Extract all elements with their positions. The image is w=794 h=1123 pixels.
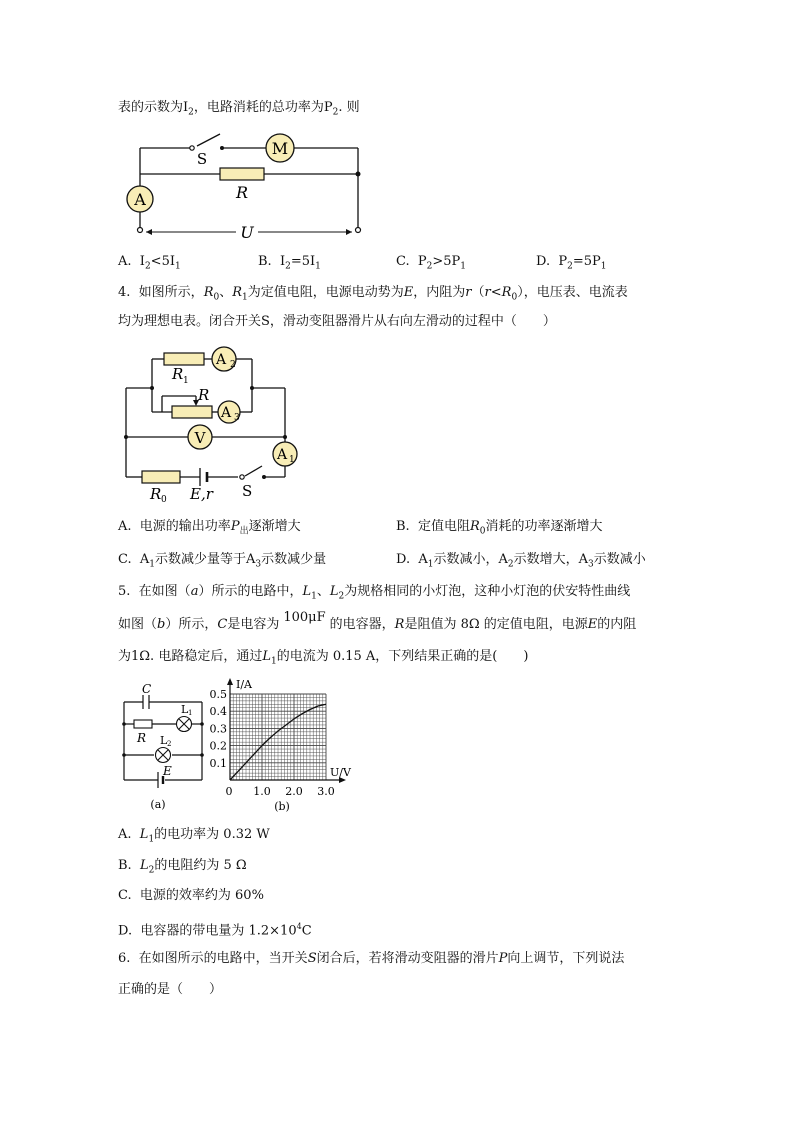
q4-option-d: D. $A_1$示数减小，$A_2$示数增大，$A_3$示数减小 — [396, 552, 646, 570]
q6-stem-line2: 正确的是（ ） — [118, 982, 223, 997]
q4-option-c: C. $A_1$示数减少量等于$A_3$示数减少量 — [118, 552, 327, 570]
iv-curve-chart — [208, 674, 368, 814]
svg-text:M: M — [271, 139, 289, 158]
svg-text:R: R — [235, 183, 249, 202]
q6-stem-line1: 6. 在如图所示的电路中，当开关S闭合后，若将滑动变阻器的滑片P向上调节，下列说法 — [118, 951, 625, 966]
q5-stem-line1: 5. 在如图（a）所示的电路中，$L_1$、$L_2$为规格相同的小灯泡，这种小灯泡的伏安特性曲线 — [118, 584, 631, 602]
q5-option-b: B. $L_2$的电阻约为 5 Ω — [118, 858, 247, 876]
svg-text:A: A — [134, 190, 146, 209]
q5-option-d: D. 电容器的带电量为 $1.2\times 10^4C$ — [118, 922, 312, 939]
q3-option-c: C. $P_2>5P_1$ — [396, 254, 467, 272]
y-axis-arrow — [227, 678, 233, 685]
svg-text:U: U — [240, 223, 254, 240]
y-tick-label: 0.4 — [209, 705, 227, 719]
x-tick-label: 2.0 — [285, 785, 303, 798]
y-tick-label: 0.1 — [209, 756, 227, 770]
svg-text:A: A — [276, 447, 288, 463]
svg-text:R: R — [198, 386, 210, 404]
y-tick-label: 0.5 — [209, 688, 227, 701]
svg-text:E,r: E,r — [190, 485, 213, 503]
svg-text:0: 0 — [161, 495, 167, 505]
q4-stem-line2: 均为理想电表。闭合开关S，滑动变阻器滑片从右向左滑动的过程中（ ） — [118, 314, 556, 329]
svg-text:(a): (a) — [150, 798, 166, 811]
q5-circuit-diagram-a — [118, 682, 210, 812]
x-tick-label: 1.0 — [253, 785, 271, 798]
svg-text:L: L — [160, 734, 168, 747]
svg-text:R: R — [150, 485, 162, 503]
origin-label: 0 — [225, 785, 233, 798]
q3-option-a: A. $I_2<5I_1$ — [118, 254, 181, 272]
q3-option-d: D. $P_2=5P_1$ — [536, 254, 607, 272]
svg-text:V: V — [194, 429, 206, 447]
svg-text:2: 2 — [230, 360, 236, 370]
chart-caption: (b) — [274, 800, 290, 813]
svg-text:1: 1 — [289, 455, 295, 465]
svg-text:3: 3 — [234, 413, 240, 423]
svg-text:E: E — [163, 764, 172, 778]
q4-circuit-diagram — [118, 340, 318, 505]
q4-stem-line1: 4. 如图所示，$R_0$、$R_1$为定值电阻，电源电动势为E，内阻为$r(r<R_0)$，电压表、电流表 — [118, 285, 628, 303]
svg-text:1: 1 — [183, 376, 189, 386]
q5-stem-line2: 如图（b）所示，C是电容为 100μF 的电容器，R是阻值为 8Ω 的定值电阻，电源E的内阻 — [118, 610, 637, 632]
svg-text:A: A — [215, 352, 227, 368]
intro-line: 表的示数为$I_2$，电路消耗的总功率为$P_2$. 则 — [118, 100, 360, 118]
q5-option-a: A. $L_1$的电功率为 0.32 W — [118, 827, 270, 845]
q5-stem-line3: 为1Ω. 电路稳定后，通过$L_1$的电流为 0.15 A，下列结果正确的是( ) — [118, 649, 529, 667]
q5-option-c: C. 电源的效率约为 60% — [118, 888, 264, 903]
svg-text:A: A — [220, 405, 232, 421]
y-tick-label: 0.2 — [209, 739, 227, 753]
q3-circuit-diagram — [118, 128, 378, 240]
x-axis-label: U/V — [330, 766, 351, 779]
y-axis-label: I/A — [236, 678, 252, 691]
q4-option-a: A. 电源的输出功率$P_出$逐渐增大 — [118, 519, 301, 537]
x-tick-label: 3.0 — [317, 785, 335, 798]
resistor-symbol — [220, 168, 264, 180]
svg-text:R: R — [172, 365, 184, 383]
svg-text:1: 1 — [188, 709, 193, 717]
svg-text:L: L — [181, 703, 189, 716]
svg-text:C: C — [142, 682, 152, 696]
svg-text:S: S — [196, 150, 208, 168]
q3-option-b: B. $I_2=5I_1$ — [258, 254, 321, 272]
y-tick-label: 0.3 — [209, 722, 227, 736]
svg-text:2: 2 — [167, 740, 172, 748]
q4-option-b: B. 定值电阻$R_0$消耗的功率逐渐增大 — [396, 519, 603, 537]
svg-text:R: R — [137, 731, 147, 745]
svg-text:S: S — [242, 482, 253, 500]
